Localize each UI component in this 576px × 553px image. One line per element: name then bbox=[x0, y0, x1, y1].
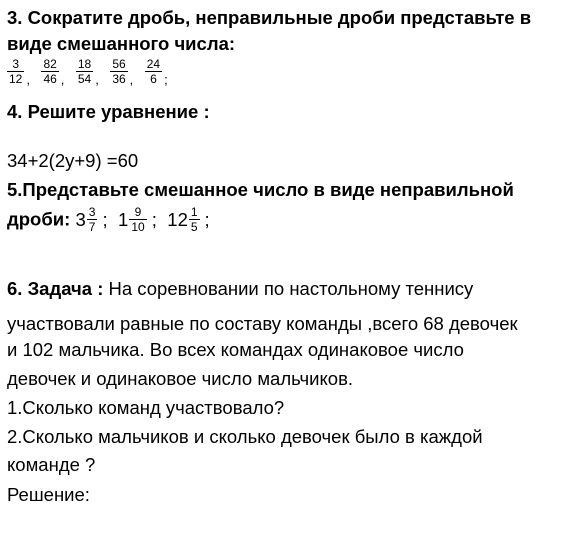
task5-title-prefix: дроби: bbox=[7, 208, 76, 230]
task6-text: На соревновании по настольному теннису bbox=[103, 278, 474, 299]
fraction-separator: ; bbox=[164, 71, 168, 87]
task6-question-1: 1.Сколько команд участвовало? bbox=[7, 397, 285, 418]
mixed-separator: ; bbox=[204, 208, 210, 230]
task6-solution-label: Решение: bbox=[7, 484, 90, 505]
mixed-number: 12 $\frac{1}{5}$ bbox=[167, 205, 198, 234]
task6-question-2: 2.Сколько мальчиков и сколько девочек было в каждой bbox=[7, 426, 483, 447]
fraction: $\frac{24}{6}$ bbox=[146, 57, 161, 86]
fraction-separator: , bbox=[95, 71, 99, 87]
task3-title-line1: 3. Сократите дробь, неправильные дроби представьте в bbox=[7, 7, 532, 28]
task6-line-4: девочек и одинаковое число мальчиков. bbox=[7, 368, 354, 389]
task5-mixed-row bbox=[7, 205, 216, 241]
mixed-number: 3 $\frac{3}{7}$ bbox=[75, 205, 96, 234]
task4-title: 4. Решите уравнение : bbox=[7, 101, 210, 122]
fraction-separator: , bbox=[60, 71, 65, 87]
mixed-separator: ; bbox=[151, 208, 157, 230]
fraction: $\frac{18}{54}$ bbox=[77, 57, 92, 86]
task5-title-line1: 5.Представьте смешанное число в виде неправильной bbox=[7, 179, 514, 200]
task3-title-line2: виде смешанного числа: bbox=[7, 33, 236, 54]
fraction-separator: , bbox=[26, 71, 30, 87]
mixed-separator: ; bbox=[102, 208, 108, 230]
task6-line-3: и 102 мальчика. Во всех командах одинаковое число bbox=[7, 339, 464, 360]
fraction: $\frac{3}{12}$ bbox=[9, 57, 23, 86]
fraction: $\frac{82}{46}$ bbox=[43, 57, 57, 86]
task3-fractions bbox=[6, 57, 174, 93]
task6-question-2-cont: команде ? bbox=[7, 454, 96, 475]
fraction-separator: , bbox=[129, 71, 134, 87]
task4-equation: 34+2(2y+9) =60 bbox=[7, 150, 139, 171]
fraction: $\frac{56}{36}$ bbox=[112, 57, 126, 86]
mixed-number: 1 $\frac{9}{10}$ bbox=[118, 205, 145, 234]
task6-label: 6. Задача : bbox=[7, 278, 104, 299]
task6-line-2: участвовали равные по составу команды ,всего 68 девочек bbox=[7, 313, 518, 334]
task6-line-1 bbox=[7, 277, 473, 301]
